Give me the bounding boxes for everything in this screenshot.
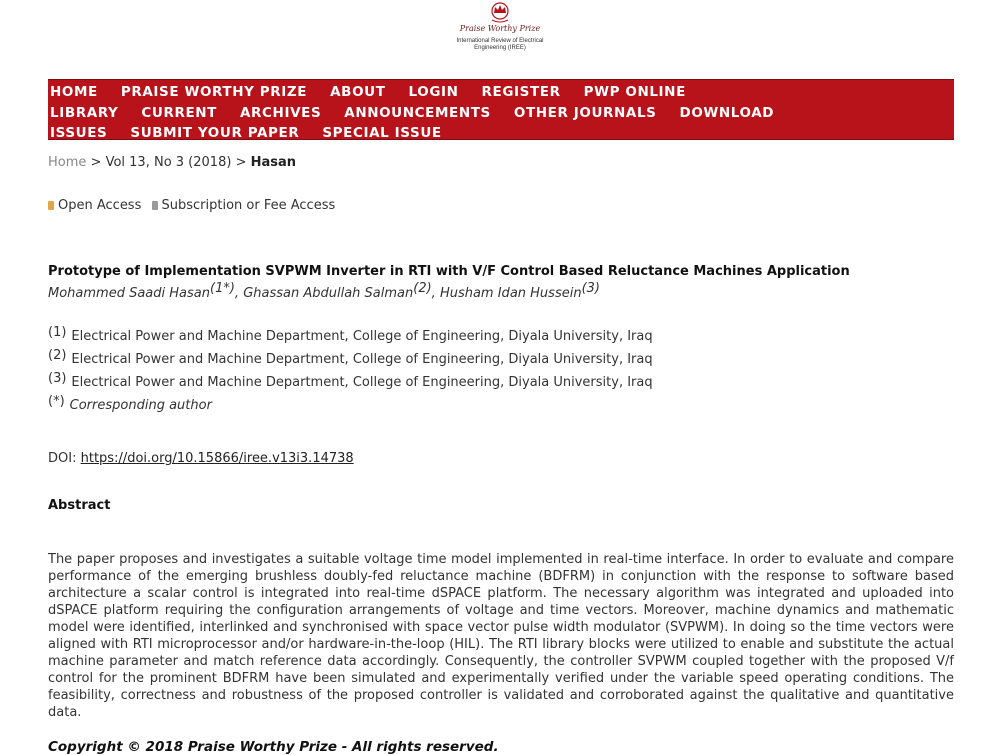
access-legend	[48, 198, 335, 213]
nav-special-issue[interactable]: SPECIAL ISSUE	[322, 125, 442, 141]
nav-register[interactable]: REGISTER	[481, 84, 561, 100]
nav-about[interactable]: ABOUT	[330, 84, 386, 100]
subscription-access-label: Subscription or Fee Access	[161, 198, 336, 213]
abstract-heading: Abstract	[48, 498, 111, 513]
affiliation-item	[48, 325, 653, 348]
author-mark: (3)	[581, 281, 600, 296]
nav-current[interactable]: CURRENT	[141, 104, 217, 121]
doi-link[interactable]: https://doi.org/10.15866/iree.v13i3.14738	[80, 451, 354, 466]
crown-icon	[486, 2, 514, 24]
affiliation-number: (3)	[48, 371, 67, 386]
affiliations	[48, 325, 653, 417]
breadcrumb-home[interactable]: Home	[48, 155, 87, 170]
nav-menu	[50, 81, 910, 143]
author-name: Husham Idan Hussein	[439, 286, 582, 301]
breadcrumb-separator: >	[235, 155, 247, 170]
breadcrumb-separator: >	[90, 155, 102, 170]
affiliation-text: Electrical Power and Machine Department, College of Engineering, Diyala University, Iraq	[71, 375, 653, 390]
author-mark: (1*)	[210, 281, 235, 296]
affiliation-item	[48, 348, 653, 371]
logo-journal: International Review of Electrical Engineering (IREE)	[456, 38, 544, 51]
nav-submit-your-paper[interactable]: SUBMIT YOUR PAPER	[130, 125, 300, 141]
breadcrumb-current: Hasan	[250, 155, 297, 170]
doi-line	[48, 451, 354, 466]
article-title: Prototype of Implementation SVPWM Inverter in RTI with V/F Control Based Reluctance Machines Application	[48, 264, 850, 279]
author-name: Mohammed Saadi Hasan	[48, 286, 210, 301]
affiliation-text: Electrical Power and Machine Department, College of Engineering, Diyala University, Iraq	[71, 352, 653, 367]
doi-label: DOI:	[48, 451, 77, 466]
nav-home[interactable]: HOME	[50, 84, 98, 100]
nav-archives[interactable]: ARCHIVES	[240, 104, 322, 121]
logo-name: Praise Worthy Prize	[459, 24, 541, 33]
nav-login[interactable]: LOGIN	[408, 84, 459, 100]
main-navbar	[48, 79, 954, 140]
author-name: Ghassan Abdullah Salman	[243, 286, 414, 301]
nav-praise-worthy-prize[interactable]: PRAISE WORTHY PRIZE	[120, 84, 308, 100]
copyright-notice: Copyright © 2018 Praise Worthy Prize - All rights reserved.	[48, 739, 499, 755]
nav-pwp-online-library[interactable]: PWP ONLINE LIBRARY	[50, 84, 686, 121]
nav-other-journals[interactable]: OTHER JOURNALS	[513, 104, 657, 121]
abstract-text: The paper proposes and investigates a suitable voltage time model implemented in real-time interface. In order to evaluate and compare performance of the emerging brushless doubly-fed reluctance machine (BDFRM) in conjunction with the response to software based architecture a scalar control is integrated into real-time dSPACE platform. The necessary algorithm was integrated and uploaded into dSPACE platform requiring the configuration arrangements of voltage and time vectors. Moreover, machine dynamics and mathematic model were identified, interlinked and synchronised with space vector pulse width modulator (SVPWM). In doing so the time vectors were aligned with RTI microprocessor and/or hardware-in-the-loop (HIL). The RTI library blocks were utilized to enable and substitute the actual machine parameter and match reference data accordingly. Consequently, the controller SVPWM coupled together with the proposed V/f control for the prominent BDFRM have been simulated and experimentally verified under the variable speed operating conditions. The feasibility, correctness and robustness of the proposed controller is validated and corroborated against the qualitative and quantitative data.	[48, 552, 954, 720]
corresponding-text: Corresponding author	[69, 398, 212, 413]
author-separator: ,	[234, 286, 244, 301]
affiliation-text: Electrical Power and Machine Department, College of Engineering, Diyala University, Iraq	[71, 329, 653, 344]
open-access-label: Open Access	[58, 198, 142, 213]
nav-download-issues[interactable]: DOWNLOAD ISSUES	[50, 104, 775, 141]
lock-icon	[152, 201, 158, 210]
corresponding-mark: (*)	[48, 394, 65, 409]
author-separator: ,	[431, 286, 440, 301]
open-lock-icon	[48, 201, 54, 210]
affiliation-number: (2)	[48, 348, 67, 363]
affiliation-item	[48, 371, 653, 394]
affiliation-number: (1)	[48, 325, 67, 340]
corresponding-author-note	[48, 394, 653, 417]
article-authors	[48, 281, 600, 301]
nav-announcements[interactable]: ANNOUNCEMENTS	[344, 104, 491, 121]
site-logo[interactable]	[0, 2, 1000, 51]
breadcrumb-issue[interactable]: Vol 13, No 3 (2018)	[105, 155, 232, 170]
breadcrumb	[48, 155, 296, 170]
author-mark: (2)	[413, 281, 432, 296]
